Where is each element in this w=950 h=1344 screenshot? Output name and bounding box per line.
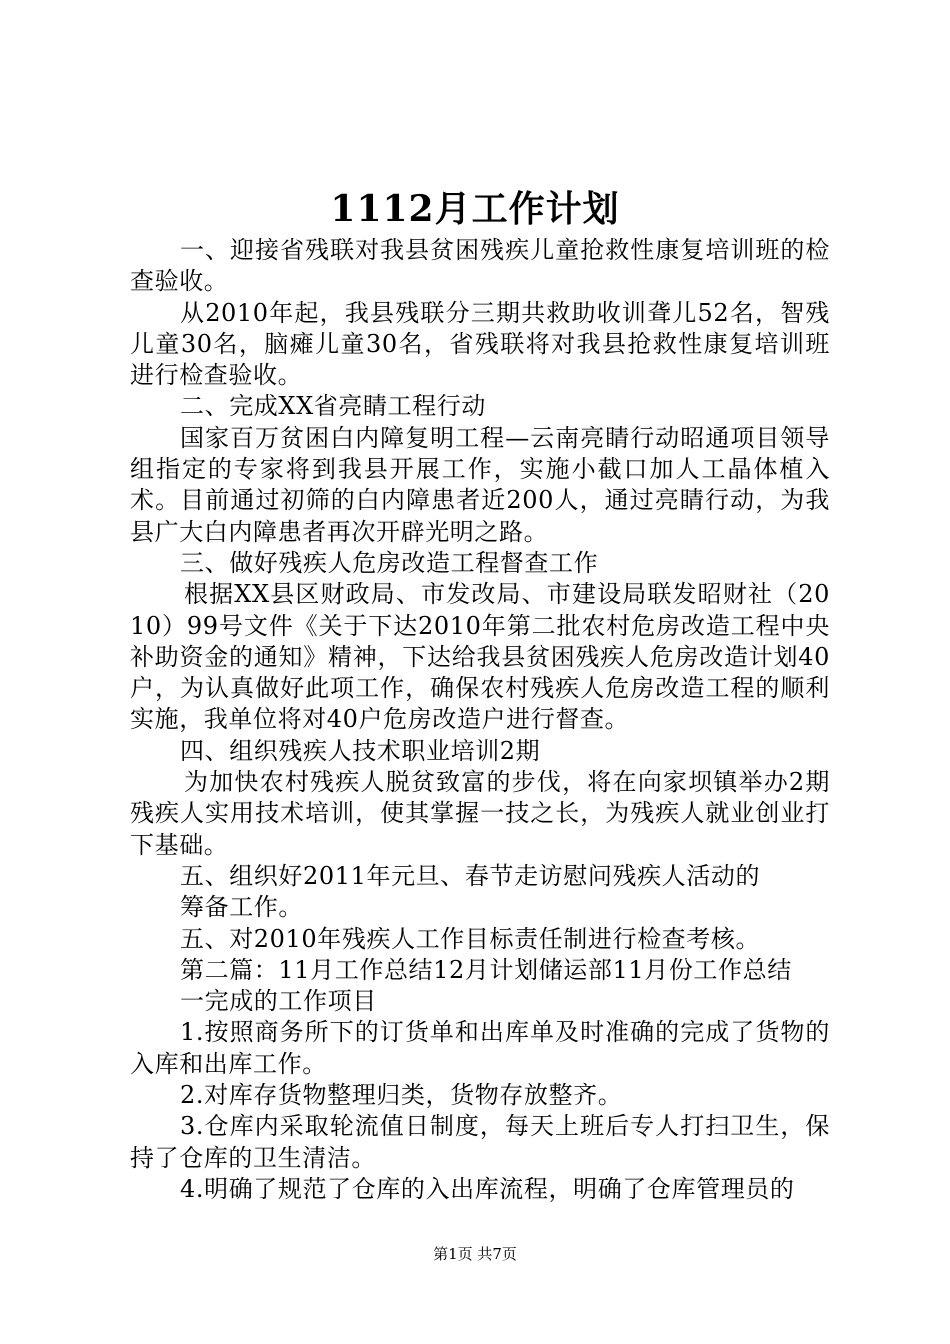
page-footer: 第1页 共7页: [433, 1245, 517, 1263]
second-article-heading: 第二篇：11月工作总结12月计划储运部11月份工作总结: [180, 955, 792, 984]
document-body: [130, 235, 830, 1205]
paragraph-4: 为加快农村残疾人脱贫致富的步伐，将在向家坝镇举办2期残疾人实用技术培训，使其掌握一技之长，为残疾人就业创业打下基础。: [130, 768, 830, 859]
section-heading-4: 四、组织残疾人技术职业培训2期: [180, 736, 541, 765]
section-heading-5-continued: 筹备工作。: [180, 893, 303, 922]
list-item-1: 1.按照商务所下的订货单和出库单及时准确的完成了货物的入库和出库工作。: [130, 1018, 830, 1078]
paragraph-3: 根据XX县区财政局、市发改局、市建设局联发昭财社（2010）99号文件《关于下达2010年第二批农村危房改造工程中央补助资金的通知》精神，下达给我县贫困残疾人危房改造计划40户，为认真做好此项工作，确保农村残疾人危房改造工程的顺利实施，我单位将对40户危房改造户进行督查。: [130, 580, 830, 734]
section-heading-1: 一、迎接省残联对我县贫困残疾儿童抢救性康复培训班的检查验收。: [130, 236, 830, 296]
paragraph-1: 从2010年起，我县残联分三期共救助收训聋儿52名，智残儿童30名，脑瘫儿童30名，省残联将对我县抢救性康复培训班进行检查验收。: [130, 298, 830, 390]
section-heading-3: 三、做好残疾人危房改造工程督查工作: [180, 548, 599, 577]
section-heading-5: 五、组织好2011年元旦、春节走访慰问残疾人活动的: [180, 861, 761, 890]
list-item-4: 4.明确了规范了仓库的入出库流程，明确了仓库管理员的: [180, 1174, 795, 1203]
section-heading-2: 二、完成XX省亮睛工程行动: [180, 392, 486, 421]
completed-items-heading: 一完成的工作项目: [180, 987, 377, 1016]
paragraph-2: 国家百万贫困白内障复明工程—云南亮睛行动昭通项目领导组指定的专家将到我县开展工作，实施小截口加人工晶体植入术。目前通过初筛的白内障患者近200人，通过亮睛行动，为我县广大白内障患者再次开辟光明之路。: [130, 423, 830, 546]
document-title: 1112月工作计划: [330, 188, 620, 230]
section-heading-6: 五、对2010年残疾人工作目标责任制进行检查考核。: [180, 924, 761, 953]
list-item-3: 3.仓库内采取轮流值日制度，每天上班后专人打扫卫生，保持了仓库的卫生清洁。: [130, 1112, 830, 1172]
list-item-2: 2.对库存货物整理归类，货物存放整齐。: [180, 1081, 623, 1110]
